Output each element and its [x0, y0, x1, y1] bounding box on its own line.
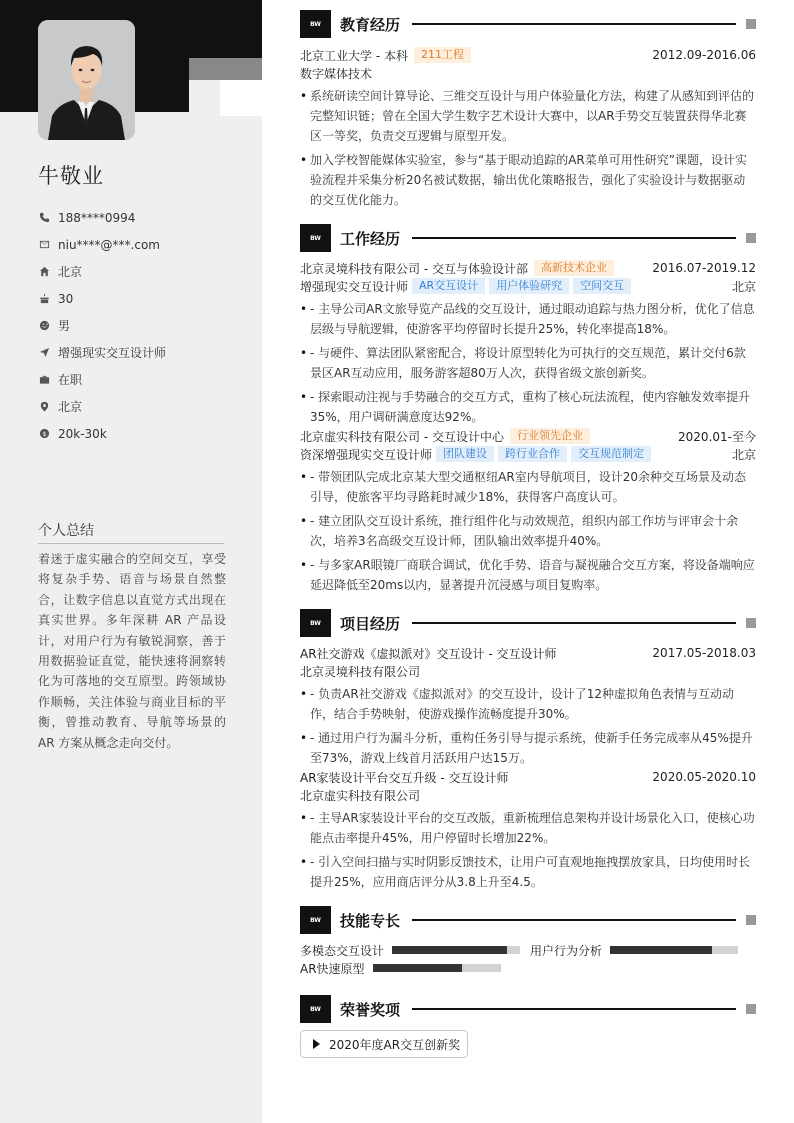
avatar	[38, 20, 135, 140]
section-logo: BW	[300, 10, 331, 38]
section-divider	[412, 237, 736, 239]
project-entry	[300, 644, 756, 768]
education-section-header	[300, 10, 756, 38]
skill-name: 用户行为分析	[530, 943, 603, 958]
education-title: 教育经历	[340, 15, 401, 34]
work-bullet: • - 与硬件、算法团队紧密配合，将设计原型转化为可执行的交互规范，累计交付6款景区AR互动应用，服务游客超80万人次，获得省级文旅创新奖。	[300, 343, 756, 383]
send-icon	[38, 347, 50, 359]
contact-list	[38, 204, 248, 447]
role-tag: 跨行业合作	[498, 446, 567, 462]
section-square	[746, 618, 756, 628]
project-bullet: • - 主导AR家装设计平台的交互改版，重新梳理信息架构并设计场景化入口，使核心功能点击率提升45%，用户停留时长增加22%。	[300, 808, 756, 848]
section-square	[746, 19, 756, 29]
project-bullet: • - 引入空间扫描与实时阴影反馈技术，让用户可直观地拖拽摆放家具，日均使用时长提升25%，应用商店评分从3.8上升至4.5。	[300, 852, 756, 892]
contact-target-job	[38, 339, 248, 366]
project-name: AR社交游戏《虚拟派对》交互设计 - 交互设计师	[300, 646, 557, 661]
education-major: 数字媒体技术	[300, 66, 373, 81]
contact-gender	[38, 312, 248, 339]
work-dates: 2016.07-2019.12	[652, 261, 756, 275]
sidebar	[0, 0, 262, 1123]
summary-text: 着迷于虚实融合的空间交互，享受将复杂手势、语音与场景自然整合，让数字信息以直觉方式出现在真实世界。多年深耕 AR 产品设计，对用户行为有敏锐洞察，善于用数据验证直觉，能快速将洞察转化为可落地的交互原型。跨领域协作顺畅，关注体验与商业目标的平衡，曾推动教育、导航等场景的 AR 方案从概念走向交付。	[38, 552, 226, 750]
section-divider	[412, 622, 736, 624]
role-tag: 团队建设	[436, 446, 494, 462]
section-square	[746, 233, 756, 243]
role-tag: 空间交互	[573, 278, 631, 294]
section-logo: BW	[300, 906, 331, 934]
home-icon	[38, 266, 50, 278]
location-text: 北京	[58, 400, 83, 414]
work-city: 北京	[731, 279, 756, 294]
target-job-text: 增强现实交互设计师	[58, 346, 167, 360]
project-company: 北京灵境科技有限公司	[300, 664, 421, 679]
profile-name: 牛敬业	[38, 164, 104, 188]
skills-title: 技能专长	[340, 911, 401, 930]
skill-bar	[373, 964, 501, 972]
work-bullet: • - 探索眼动注视与手势融合的交互方式，重构了核心玩法流程，使内容触发效率提升35%，用户调研满意度达92%。	[300, 387, 756, 427]
work-bullet: • - 带领团队完成北京某大型交通枢纽AR室内导航项目，设计20余种交互场景及动态引导，使旅客平均寻路耗时减少18%，获得客户高度认可。	[300, 467, 756, 507]
skill-name: 多模态交互设计	[300, 943, 385, 958]
award-item	[300, 1030, 468, 1058]
skills-section-header	[300, 906, 756, 934]
location-pin-icon	[38, 401, 50, 413]
age-text: 30	[58, 291, 74, 306]
award-text: 2020年度AR交互创新奖	[329, 1037, 461, 1052]
contact-hometown	[38, 258, 248, 285]
honors-title: 荣誉奖项	[340, 1000, 401, 1019]
section-divider	[412, 23, 736, 25]
hometown-text: 北京	[58, 265, 83, 279]
svg-text:$: $	[41, 429, 47, 438]
education-entry	[300, 46, 756, 210]
phone-icon	[38, 212, 50, 224]
contact-phone	[38, 204, 248, 231]
role-tag: 用户体验研究	[489, 278, 569, 294]
work-entry	[300, 259, 756, 427]
education-dates: 2012.09-2016.06	[652, 48, 756, 62]
email-text: niu****@***.com	[58, 237, 160, 252]
project-bullet: • - 负责AR社交游戏《虚拟派对》的交互设计，设计了12种虚拟角色表情与互动动作，结合手势映射，使游戏操作流畅度提升30%。	[300, 684, 756, 724]
education-school: 北京工业大学 - 本科	[300, 48, 408, 63]
work-bullet: • - 主导公司AR文旅导览产品线的交互设计，通过眼动追踪与热力图分析，优化了信息层级与导航逻辑，使游客平均停留时长提升25%，转化率提高18%。	[300, 299, 756, 339]
role-tag: 交互规范制定	[571, 446, 651, 462]
projects-section-header	[300, 609, 756, 637]
section-square	[746, 1004, 756, 1014]
section-square	[746, 915, 756, 925]
work-entry	[300, 427, 756, 595]
skill-name: AR快速原型	[300, 961, 365, 976]
honors-section-header	[300, 995, 756, 1023]
contact-salary	[38, 420, 248, 447]
phone-text: 188****0994	[58, 210, 136, 225]
mail-icon	[38, 239, 50, 251]
contact-location	[38, 393, 248, 420]
role-tag: AR交互设计	[412, 278, 485, 294]
skills-list	[300, 941, 756, 977]
decorative-gray-block	[189, 58, 262, 80]
education-tag: 211工程	[414, 47, 471, 63]
smile-icon	[38, 320, 50, 332]
skill-bar-fill	[392, 946, 507, 954]
work-role: 增强现实交互设计师	[300, 279, 409, 294]
work-city: 北京	[731, 447, 756, 462]
work-dates: 2020.01-至今	[678, 429, 756, 444]
education-bullet: • 加入学校智能媒体实验室，参与“基于眼动追踪的AR菜单可用性研究”课题，设计实验流程并采集分析20名被试数据，输出优化策略报告，强化了实验设计与数据驱动的交互优化能力。	[300, 150, 756, 210]
company-tag: 高新技术企业	[534, 260, 614, 276]
section-logo: BW	[300, 224, 331, 252]
section-divider	[412, 919, 736, 921]
section-logo: BW	[300, 995, 331, 1023]
project-dates: 2017.05-2018.03	[652, 646, 756, 660]
work-bullet: • - 与多家AR眼镜厂商联合调试，优化手势、语音与凝视融合交互方案，将设备端响应延迟降低至20ms以内，显著提升沉浸感与项目复购率。	[300, 555, 756, 595]
contact-status	[38, 366, 248, 393]
salary-text: 20k-30k	[58, 426, 107, 441]
money-icon	[38, 428, 50, 440]
projects-title: 项目经历	[340, 614, 401, 633]
briefcase-icon	[38, 374, 50, 386]
skill-bar-fill	[373, 964, 463, 972]
work-company: 北京虚实科技有限公司 - 交互设计中心	[300, 429, 504, 444]
summary-title: 个人总结	[38, 520, 224, 544]
company-tag: 行业领先企业	[510, 428, 590, 444]
decorative-white-block	[220, 80, 262, 116]
avatar-portrait-icon	[38, 20, 135, 140]
project-entry	[300, 768, 756, 892]
work-bullet: • - 建立团队交互设计系统，推行组件化与动效规范，组织内部工作坊与评审会十余次，培养3名高级交互设计师，团队输出效率提升40%。	[300, 511, 756, 551]
skill-bar	[610, 946, 738, 954]
play-triangle-icon	[313, 1039, 320, 1049]
skill-bar-fill	[610, 946, 712, 954]
status-text: 在职	[58, 373, 83, 387]
section-divider	[412, 1008, 736, 1010]
contact-email	[38, 231, 248, 258]
gender-text: 男	[58, 319, 71, 333]
skill-bar	[392, 946, 520, 954]
work-title: 工作经历	[340, 229, 401, 248]
contact-age	[38, 285, 248, 312]
work-role: 资深增强现实交互设计师	[300, 447, 433, 462]
cake-icon	[38, 293, 50, 305]
project-company: 北京虚实科技有限公司	[300, 788, 421, 803]
project-name: AR家装设计平台交互升级 - 交互设计师	[300, 770, 509, 785]
project-bullet: • - 通过用户行为漏斗分析，重构任务引导与提示系统，使新手任务完成率从45%提升至73%，游戏上线首月活跃用户达15万。	[300, 728, 756, 768]
project-dates: 2020.05-2020.10	[652, 770, 756, 784]
education-bullet: • 系统研读空间计算导论、三维交互设计与用户体验量化方法，构建了从感知到评估的完整知识链；曾在全国大学生数字艺术设计大赛中，以AR手势交互装置获得华北赛区一等奖，负责交互逻辑与原型开发。	[300, 86, 756, 146]
work-section-header	[300, 224, 756, 252]
section-logo: BW	[300, 609, 331, 637]
work-company: 北京灵境科技有限公司 - 交互与体验设计部	[300, 261, 528, 276]
